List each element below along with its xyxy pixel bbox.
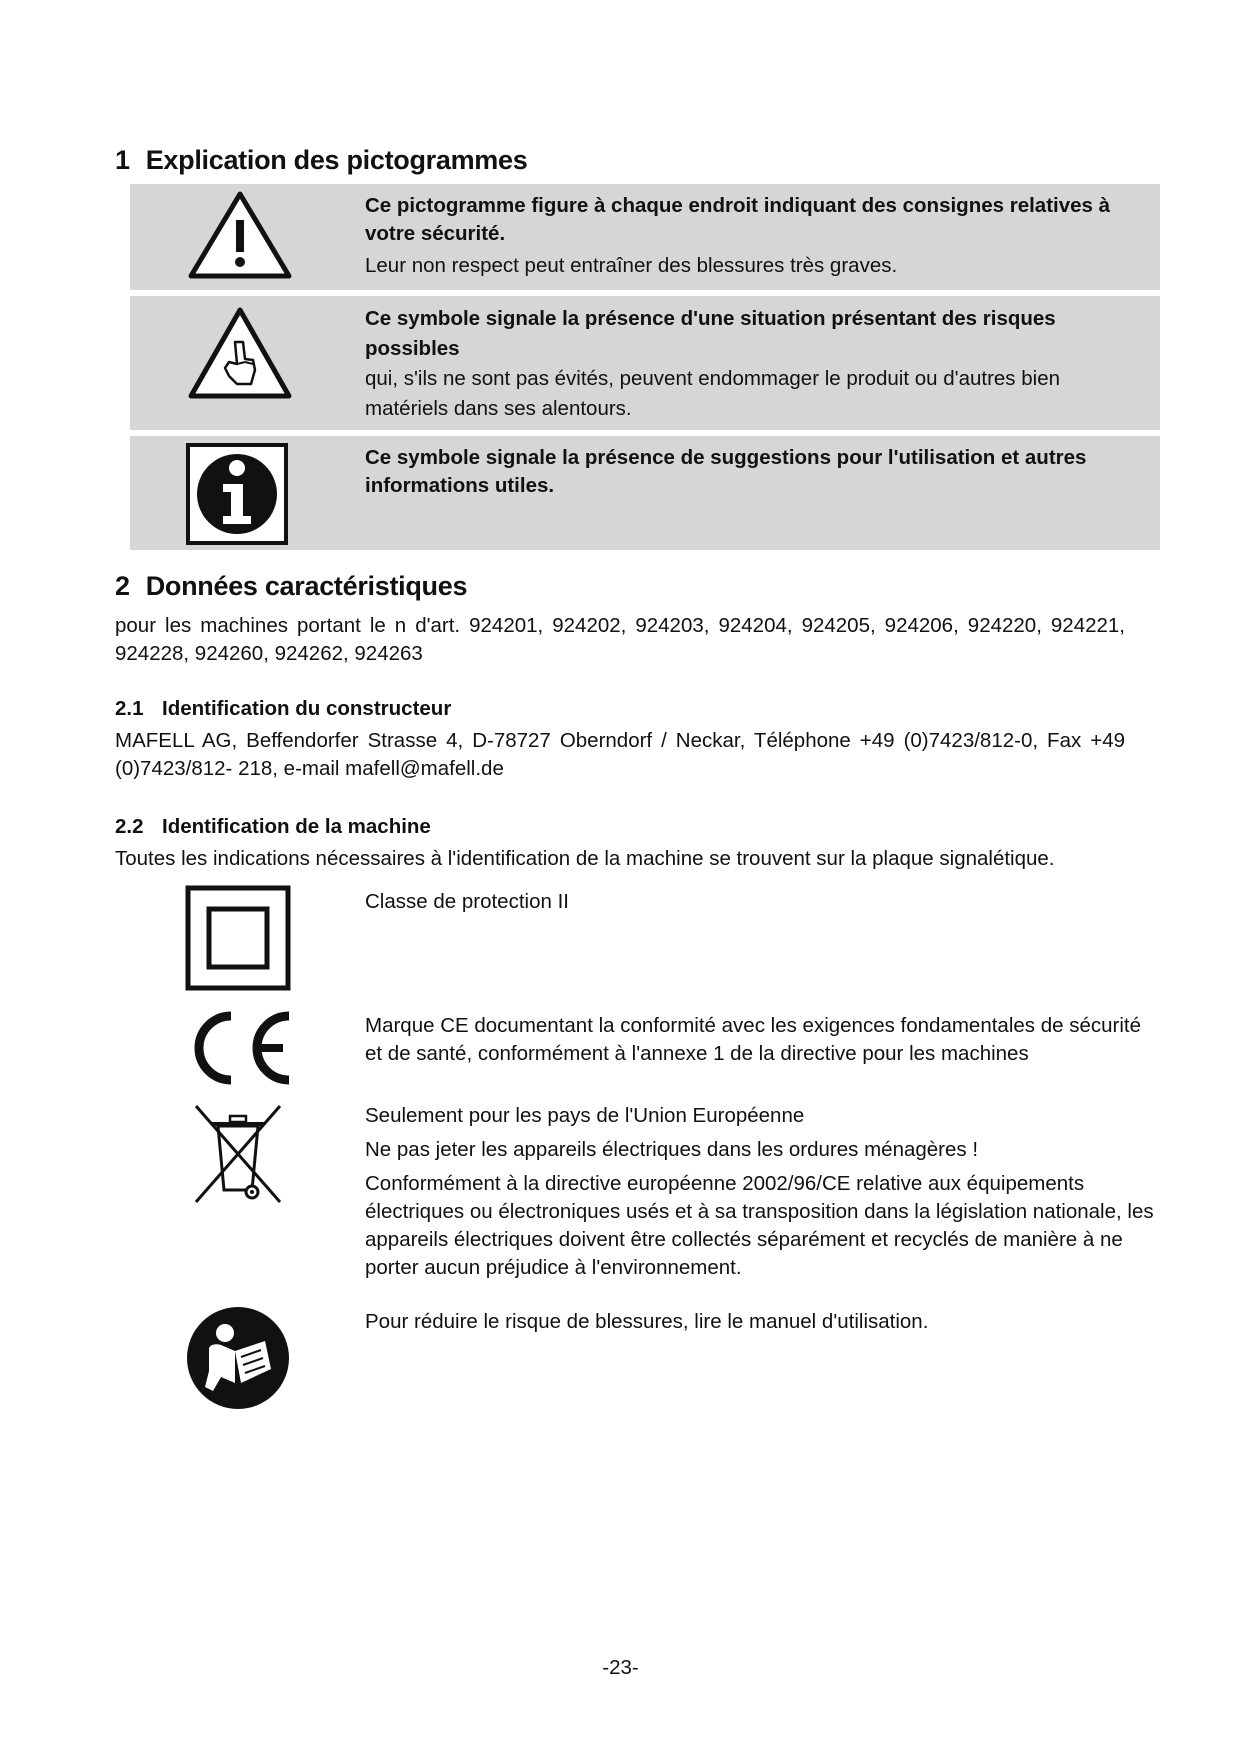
section-title: Données caractéristiques xyxy=(145,571,468,601)
crossed-out-bin-icon xyxy=(188,1102,288,1211)
subsection-title: Identification du constructeur xyxy=(162,697,452,720)
pictogram-description xyxy=(365,444,1140,500)
pictogram-description xyxy=(365,192,1140,280)
information-icon xyxy=(185,442,289,551)
subsection-number: 2.2 xyxy=(115,815,144,838)
symbol-text: Conformément à la directive européenne 2002/96/CE relative aux équipements électriques ou électroniques usés et à sa transposition dans la législation nationale, les appareils électriques doivent être collectés séparément et recyclés de manière à ne porter aucun préjudice à l'environnement. xyxy=(365,1172,1154,1279)
pictogram-normal-text: qui, s'ils ne sont pas évités, peuvent endommager le produit ou d'autres bien matériels dans ses alentours. xyxy=(365,367,1060,420)
symbol-description xyxy=(365,888,1155,922)
page-number: -23- xyxy=(602,1656,639,1679)
subsection-title: Identification de la machine xyxy=(162,815,431,838)
symbol-description xyxy=(365,1102,1155,1288)
pictogram-row xyxy=(130,184,1160,290)
section-number: 1 xyxy=(115,145,130,175)
read-manual-icon xyxy=(185,1305,291,1416)
subsection-2-1-heading xyxy=(115,697,451,721)
machine-identification-paragraph: Toutes les indications nécessaires à l'identification de la machine se trouvent sur la plaque signalétique. xyxy=(115,847,1055,870)
pictogram-normal-text: Leur non respect peut entraîner des blessures très graves. xyxy=(365,254,898,277)
symbol-text: Marque CE documentant la conformité avec les exigences fondamentales de sécurité et de santé, conformément à l'annexe 1 de la directive pour les machines xyxy=(365,1014,1142,1065)
ce-mark-icon xyxy=(185,1008,295,1093)
symbol-text: Pour réduire le risque de blessures, lire le manuel d'utilisation. xyxy=(365,1310,929,1333)
pictogram-row xyxy=(130,296,1160,430)
warning-triangle-icon xyxy=(185,188,295,288)
pictogram-description xyxy=(365,304,1140,424)
section-1-heading xyxy=(115,145,527,176)
section-2-heading xyxy=(115,571,467,602)
protection-class-ii-icon xyxy=(185,885,291,996)
symbol-text: Ne pas jeter les appareils électriques dans les ordures ménagères ! xyxy=(365,1138,979,1161)
subsection-number: 2.1 xyxy=(115,697,144,720)
pictogram-bold-text: Ce symbole signale la présence d'une situation présentant des risques possibles xyxy=(365,307,1056,360)
pictogram-row xyxy=(130,436,1160,550)
pictogram-bold-text: Ce pictogramme figure à chaque endroit indiquant des consignes relatives à votre sécurité. xyxy=(365,194,1111,245)
article-numbers-paragraph: pour les machines portant le n d'art. 924201, 924202, 924203, 924204, 924205, 924206, 924220, 924221, 924228, 924260, 924262, 924263 xyxy=(115,614,1125,665)
section-title: Explication des pictogrammes xyxy=(145,145,528,175)
pictogram-bold-text: Ce symbole signale la présence de suggestions pour l'utilisation et autres informations utiles. xyxy=(365,446,1087,497)
manufacturer-paragraph: MAFELL AG, Beffendorfer Strasse 4, D-78727 Oberndorf / Neckar, Téléphone +49 (0)7423/812-0, Fax +49 (0)7423/812- 218, e-mail mafell@mafell.de xyxy=(115,729,1125,780)
symbol-text: Classe de protection II xyxy=(365,890,569,913)
section-number: 2 xyxy=(115,571,130,601)
symbol-description xyxy=(365,1308,1155,1342)
symbol-text: Seulement pour les pays de l'Union Européenne xyxy=(365,1104,805,1127)
subsection-2-2-heading xyxy=(115,815,431,839)
symbol-description xyxy=(365,1012,1155,1074)
caution-hand-triangle-icon xyxy=(185,304,295,409)
